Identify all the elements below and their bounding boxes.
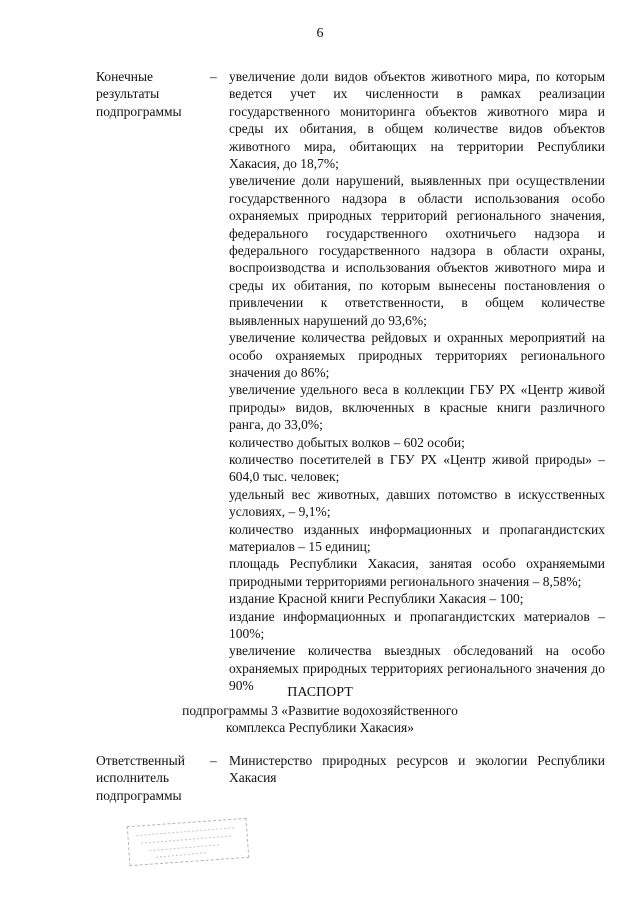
result-item: увеличение количества выездных обследований на особо охраняемых природных территориях регионального значения до 90% [229, 643, 605, 694]
result-item: увеличение удельного веса в коллекции ГБУ РХ «Центр живой природы» видов, включенных в красные книги различного ранга, до 33,0%; [229, 382, 605, 433]
result-item: удельный вес животных, давших потомство в искусственных условиях, – 9,1%; [229, 486, 605, 520]
final-results-label: Конечные результаты подпрограммы [96, 69, 182, 119]
stamp-marks-icon [134, 822, 242, 861]
result-item: площадь Республики Хакасия, занятая особо охраняемыми природными территориями регионального значения – 8,58%; [229, 556, 605, 589]
page-number: 6 [316, 26, 324, 41]
result-item: увеличение количества рейдовых и охранных мероприятий на особо охраняемых природных территориях регионального значения до 86%; [229, 330, 605, 380]
final-results-dash: – [210, 69, 217, 84]
responsible-executor-value [229, 752, 605, 787]
passport-subtitle-line2: комплекса Республики Хакасия» [226, 720, 414, 735]
result-item: количество добытых волков – 602 особи; [229, 434, 465, 450]
faded-stamp [127, 818, 249, 866]
result-item: увеличение доли нарушений, выявленных при осуществлении государственного надзора в области использования особо охраняемых природных территорий регионального значения, федерального государственного охотничьего надзора и федерального государственного надзора в области охраны, воспроизводства и использования объектов животного мира и среды их обитания, по которым вынесены постановления о привлечении к ответственности, в общем количестве выявленных нарушений до 93,6%; [229, 173, 605, 328]
responsible-executor-label: Ответственный исполнитель подпрограммы [96, 753, 185, 803]
responsible-executor-dash: – [210, 753, 217, 768]
result-item: количество посетителей в ГБУ РХ «Центр живой природы» – 604,0 тыс. человек; [229, 451, 605, 485]
responsible-executor-text: Министерство природных ресурсов и экологии Республики Хакасия [229, 753, 605, 786]
passport-subtitle-line1: подпрограммы 3 «Развитие водохозяйственного [182, 702, 458, 718]
result-item: увеличение доли видов объектов животного мира, по которым ведется учет их численности в рамках реализации государственного мониторинга объектов животного мира и среды их обитания, в общем количестве видов объектов животного мира, обитающих на территории Республики Хакасия, до 18,7%; [229, 69, 605, 172]
passport-heading [150, 684, 490, 737]
result-item: издание Красной книги Республики Хакасия – 100; [229, 591, 524, 607]
final-results-list [229, 68, 605, 695]
passport-title: ПАСПОРТ [287, 685, 353, 700]
result-item: издание информационных и пропагандистских материалов – 100%; [229, 608, 605, 641]
result-item: количество изданных информационных и пропагандистских материалов – 15 единиц; [229, 521, 605, 554]
